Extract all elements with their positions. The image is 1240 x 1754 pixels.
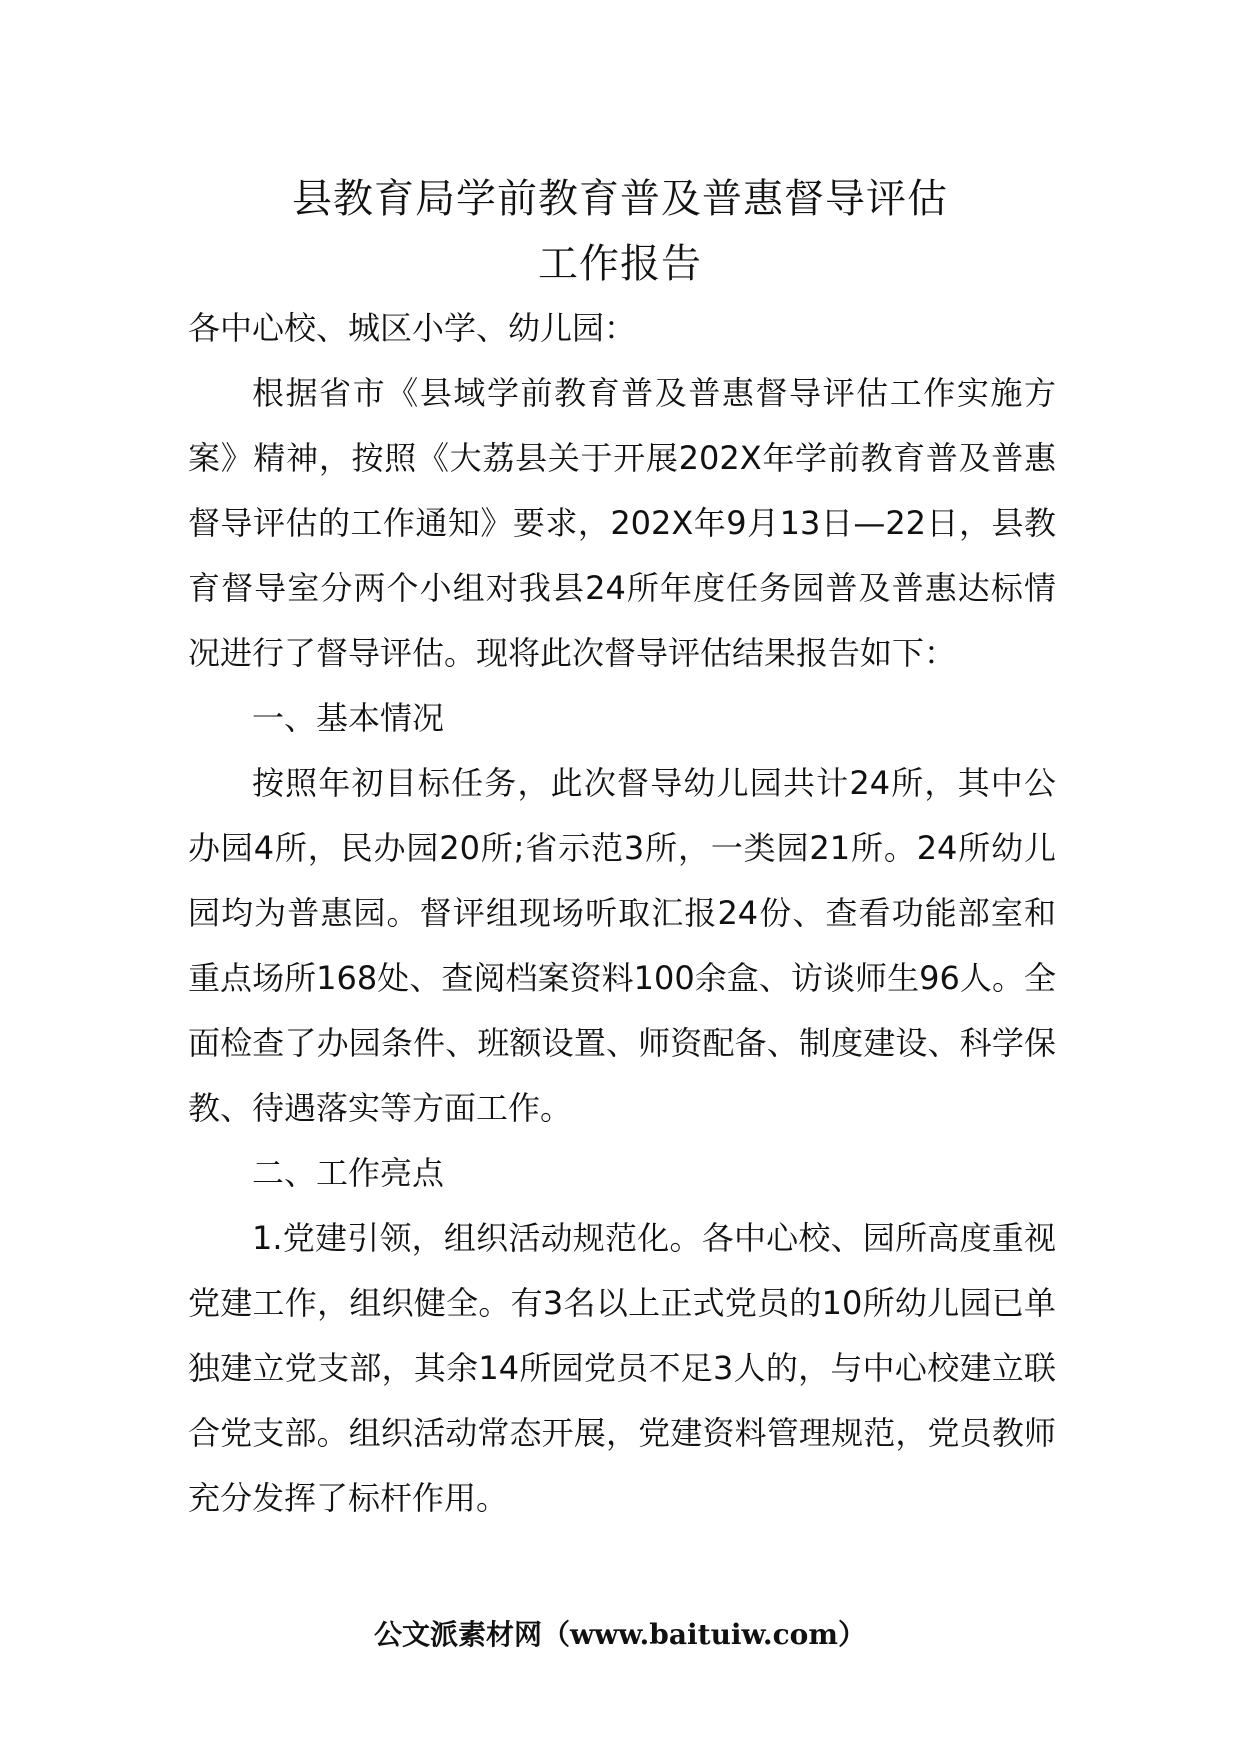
salutation: 各中心校、城区小学、幼儿园： (188, 309, 637, 347)
paragraph-highlight-1: 1.党建引领，组织活动规范化。各中心校、园所高度重视党建工作，组织健全。有3名以上正式党员的10所幼儿园已单独建立党支部，其余14所园党员不足3人的，与中心校建立联合党支部。组织活动常态开展，党建资料管理规范，党员教师充分发挥了标杆作用。 (188, 1219, 1056, 1517)
footer-watermark: 公文派素材网（www.baituiw.com） (374, 1618, 866, 1651)
paragraph-basic-situation: 按照年初目标任务，此次督导幼儿园共计24所，其中公办园4所，民办园20所;省示范3所，一类园21所。24所幼儿园均为普惠园。督评组现场听取汇报24份、查看功能部室和重点场所168处、查阅档案资料100余盒、访谈师生96人。全面检查了办园条件、班额设置、师资配备、制度建设、科学保教、待遇落实等方面工作。 (188, 764, 1056, 1127)
paragraph-intro: 根据省市《县域学前教育普及普惠督导评估工作实施方案》精神，按照《大荔县关于开展202X年学前教育普及普惠督导评估的工作通知》要求，202X年9月13日—22日，县教育督导室分两个小组对我县24所年度任务园普及普惠达标情况进行了督导评估。现将此次督导评估结果报告如下： (188, 374, 1056, 672)
document-title-line1: 县教育局学前教育普及普惠督导评估 (292, 176, 948, 222)
section-heading-highlights: 二、工作亮点 (252, 1154, 445, 1192)
document-title-line2: 工作报告 (538, 241, 702, 287)
section-heading-basic: 一、基本情况 (252, 699, 445, 737)
document-body (188, 296, 1056, 1531)
